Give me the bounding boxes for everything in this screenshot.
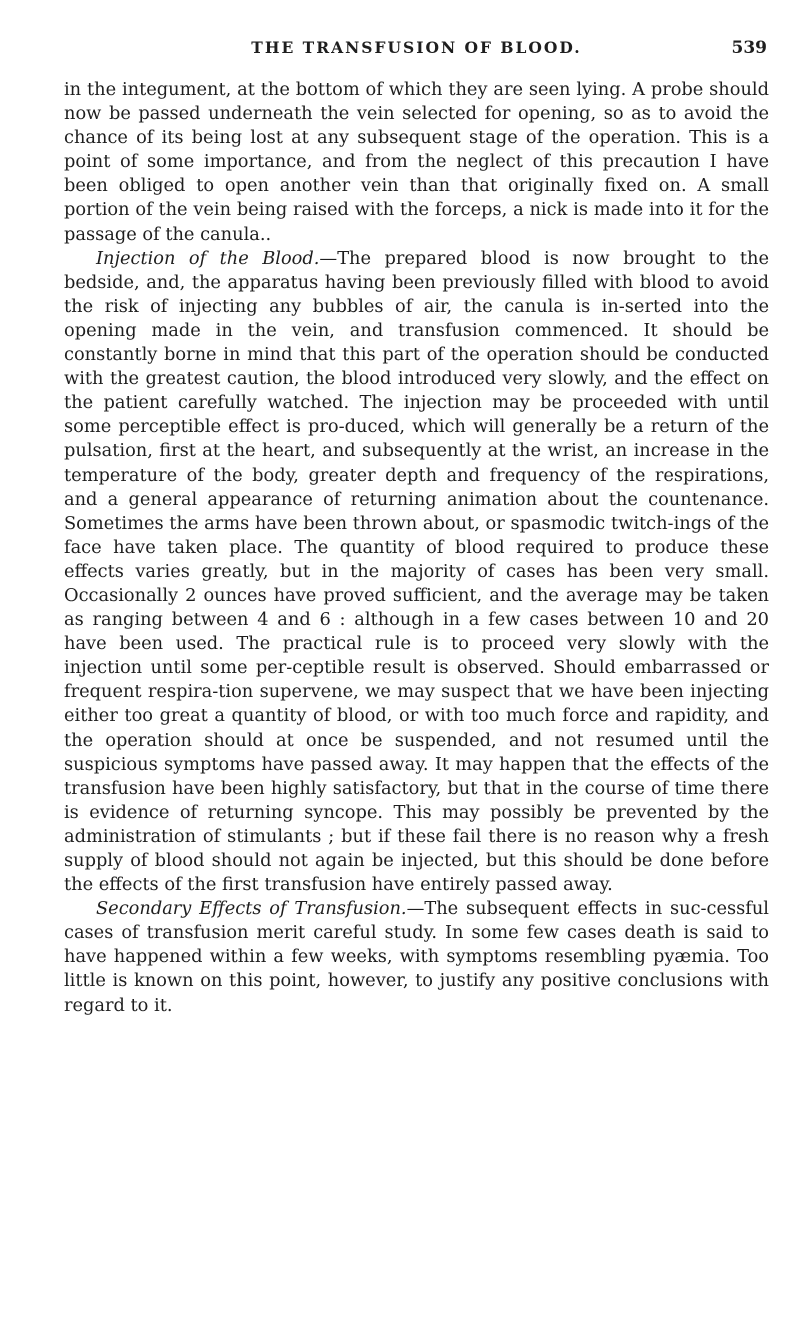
section-heading-secondary-effects: Secondary Effects of Transfusion. [96, 898, 407, 920]
paragraph-continuation [64, 78, 769, 247]
running-head: THE TRANSFUSION OF BLOOD. [251, 38, 582, 57]
page-number: 539 [731, 38, 767, 58]
section-heading-injection: Injection of the Blood. [96, 247, 320, 269]
paragraph-secondary-effects [64, 897, 769, 1017]
paragraph-text: in the integument, at the bottom of which they are seen lying. A probe should now be passed underneath the vein selected for opening, so as to avoid the chance of its being lost at any subsequent stage of the operation. This is a point of some importance, and from the neglect of this precaution I have been obliged to open another vein than that originally fixed on. A small portion of the vein being raised with the forceps, a nick is made into it for the passage of the canula.. [64, 79, 769, 245]
paragraph-text: —The subsequent effects in suc-cessful cases of transfusion merit careful study. In some few cases death is said to have happened within a few weeks, with symptoms resembling pyæmia. Too little is known on this point, however, to justify any positive conclusions with regard to it. [64, 898, 769, 1016]
paragraph-injection [64, 247, 769, 898]
page-header [64, 38, 769, 78]
paragraph-text: —The prepared blood is now brought to the bedside, and, the apparatus having been previously filled with blood to avoid the risk of injecting any bubbles of air, the canula is in-serted into the opening made in the vein, and transfusion commenced. It should be constantly borne in mind that this part of the operation should be conducted with the greatest caution, the blood introduced very slowly, and the effect on the patient carefully watched. The injection may be proceeded with until some perceptible effect is pro-duced, which will generally be a return of the pulsation, first at the heart, and subsequently at the wrist, an increase in the temperature of the body, greater depth and frequency of the respirations, and a general appearance of returning animation about the countenance. Sometimes the arms have been thrown about, or spasmodic twitch-ings of the face have taken place. The quantity of blood required to produce these effects varies greatly, but in the majority of cases has been very small. Occasionally 2 ounces have proved sufficient, and the average may be taken as ranging between 4 and 6 : although in a few cases between 10 and 20 have been used. The practical rule is to proceed very slowly with the injection until some per-ceptible result is observed. Should embarrassed or frequent respira-tion supervene, we may suspect that we have been injecting either too great a quantity of blood, or with too much force and rapidity, and the operation should at once be suspended, and not resumed until the suspicious symptoms have passed away. It may happen that the effects of the transfusion have been highly satisfactory, but that in the course of time there is evidence of returning syncope. This may possibly be prevented by the administration of stimulants ; but if these fail there is no reason why a fresh supply of blood should not again be injected, but this should be done before the effects of the first transfusion have entirely passed away. [64, 247, 769, 896]
body-text [64, 78, 769, 1018]
book-page [64, 38, 769, 1018]
